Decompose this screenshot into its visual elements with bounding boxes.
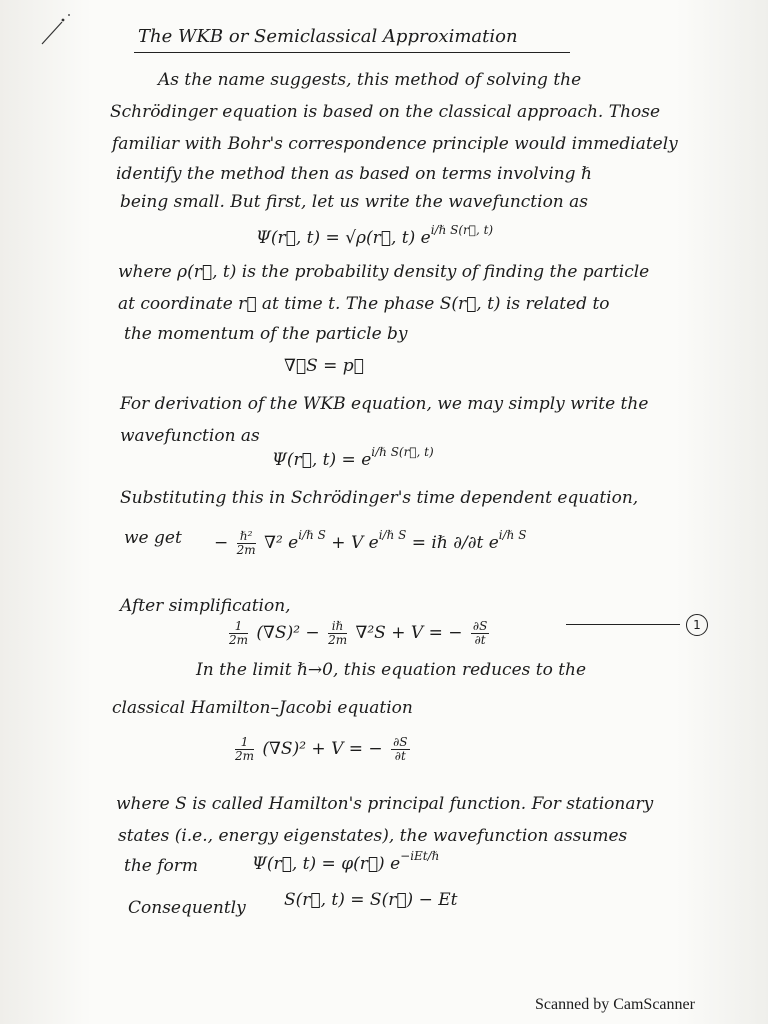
equation-number-badge: 1: [686, 614, 708, 636]
text-line: the momentum of the particle by: [124, 324, 408, 344]
title-underline: [134, 52, 570, 53]
text-line: where S is called Hamilton's principal function. For stationary: [116, 794, 654, 814]
text-line: where ρ(r⃗, t) is the probability density of finding the particle: [118, 262, 650, 282]
equation-hamilton-jacobi: $\frac{1}{2m}$ (∇S)² + V = − $\frac{\partial S}{\partial t}$: [235, 735, 408, 764]
scanner-watermark: Scanned by CamScanner: [535, 996, 695, 1013]
page-title: The WKB or Semiclassical Approximation: [138, 26, 518, 47]
text-line: Substituting this in Schrödinger's time dependent equation,: [120, 488, 639, 508]
equation-momentum: ∇⃗S = p⃗: [284, 356, 364, 376]
text-line: familiar with Bohr's correspondence principle would immediately: [112, 134, 678, 154]
text-line: the form: [124, 856, 199, 876]
equation-number-leader: [566, 624, 680, 625]
text-line: After simplification,: [120, 596, 291, 616]
binding-mark-icon: [36, 10, 76, 50]
equation-phase-separation: S(r⃗, t) = S(r⃗) − Et: [284, 890, 458, 910]
text-line: being small. But first, let us write the wavefunction as: [120, 192, 589, 212]
text-line: states (i.e., energy eigenstates), the wavefunction assumes: [118, 826, 628, 846]
text-line: at coordinate r⃗ at time t. The phase S(r⃗, t) is related to: [118, 294, 610, 314]
equation-wavefunction-polar: Ψ(r⃗, t) = √ρ(r⃗, t) $e^{i/\hbar S(r⃗, t)}$: [256, 223, 494, 248]
equation-simplified: $\frac{1}{2m}$ (∇S)² − $\frac{\text{iℏ}}{2m}$ ∇²S + V = − $\frac{\partial S}{\partial t}$: [229, 619, 488, 648]
text-line: Consequently: [128, 898, 246, 918]
text-line: As the name suggests, this method of solving the: [158, 70, 582, 90]
equation-wavefunction-phase: Ψ(r⃗, $t) = e^{i/\hbar S(r⃗, t)}$: [272, 445, 434, 470]
text-line: we get: [124, 528, 182, 548]
text-line: classical Hamilton–Jacobi equation: [112, 698, 413, 718]
text-line: identify the method then as based on terms involving ℏ: [116, 164, 592, 184]
equation-stationary-state: Ψ(r⃗, t) = φ(r⃗) $e^{-iEt/\hbar}$: [252, 849, 440, 874]
text-line: Schrödinger equation is based on the classical approach. Those: [110, 102, 661, 122]
text-line: In the limit ℏ→0, this equation reduces to the: [196, 660, 587, 680]
equation-substituted: − $\frac{\text{ℏ²}}{2m}$ ∇² $e^{i/\hbar S} + V$ $e^{i/\hbar S}$ = iℏ ∂/∂t $e^{i/\hbar S}$: [214, 528, 527, 558]
text-line: For derivation of the WKB equation, we may simply write the: [120, 394, 649, 414]
text-line: wavefunction as: [120, 426, 260, 446]
